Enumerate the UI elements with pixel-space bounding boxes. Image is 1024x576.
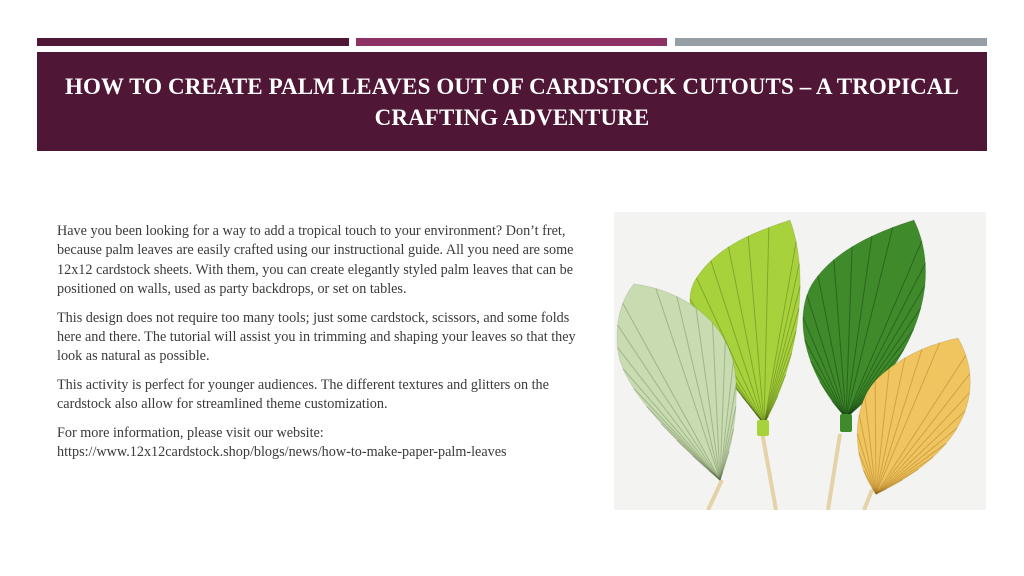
paragraph-tools: This design does not require too many tools; just some cardstock, scissors, and some folds here and there. The tutorial will assist you in trimming and shaping your leaves so that they look as natural as possible. <box>57 309 576 365</box>
accent-bar-right <box>675 38 987 46</box>
stick-dark-green <box>828 434 840 510</box>
stick-sage <box>708 480 722 510</box>
palm-leaves-photo <box>614 212 986 510</box>
stick-yellow <box>864 490 872 510</box>
title-band <box>37 52 987 151</box>
stick-light-green <box>762 432 776 510</box>
paragraph-more-info <box>57 424 589 463</box>
palm-leaves-illustration <box>614 212 986 510</box>
website-link[interactable]: https://www.12x12cardstock.shop/blogs/news/how-to-make-paper-palm-leaves <box>57 444 507 461</box>
more-info-label: For more information, please visit our website: <box>57 424 324 441</box>
body-text <box>57 222 589 471</box>
accent-bar-middle <box>356 38 667 46</box>
leaf-sticks <box>708 432 872 510</box>
paragraph-audience: This activity is perfect for younger audiences. The different textures and glitters on the cardstock also allow for streamlined theme customization. <box>57 376 549 413</box>
paragraph-intro: Have you been looking for a way to add a tropical touch to your environment? Don’t fret, because palm leaves are easily crafted using our instructional guide. All you need are some 12x12 cardstock sheets. With them, you can create elegantly styled palm leaves that can be positioned on walls, used as party backdrops, or set on tables. <box>57 223 574 298</box>
slide-title: HOW TO CREATE PALM LEAVES OUT OF CARDSTOCK CUTOUTS – A TROPICAL CRAFTING ADVENTURE <box>65 73 959 130</box>
accent-bar-left <box>37 38 349 46</box>
